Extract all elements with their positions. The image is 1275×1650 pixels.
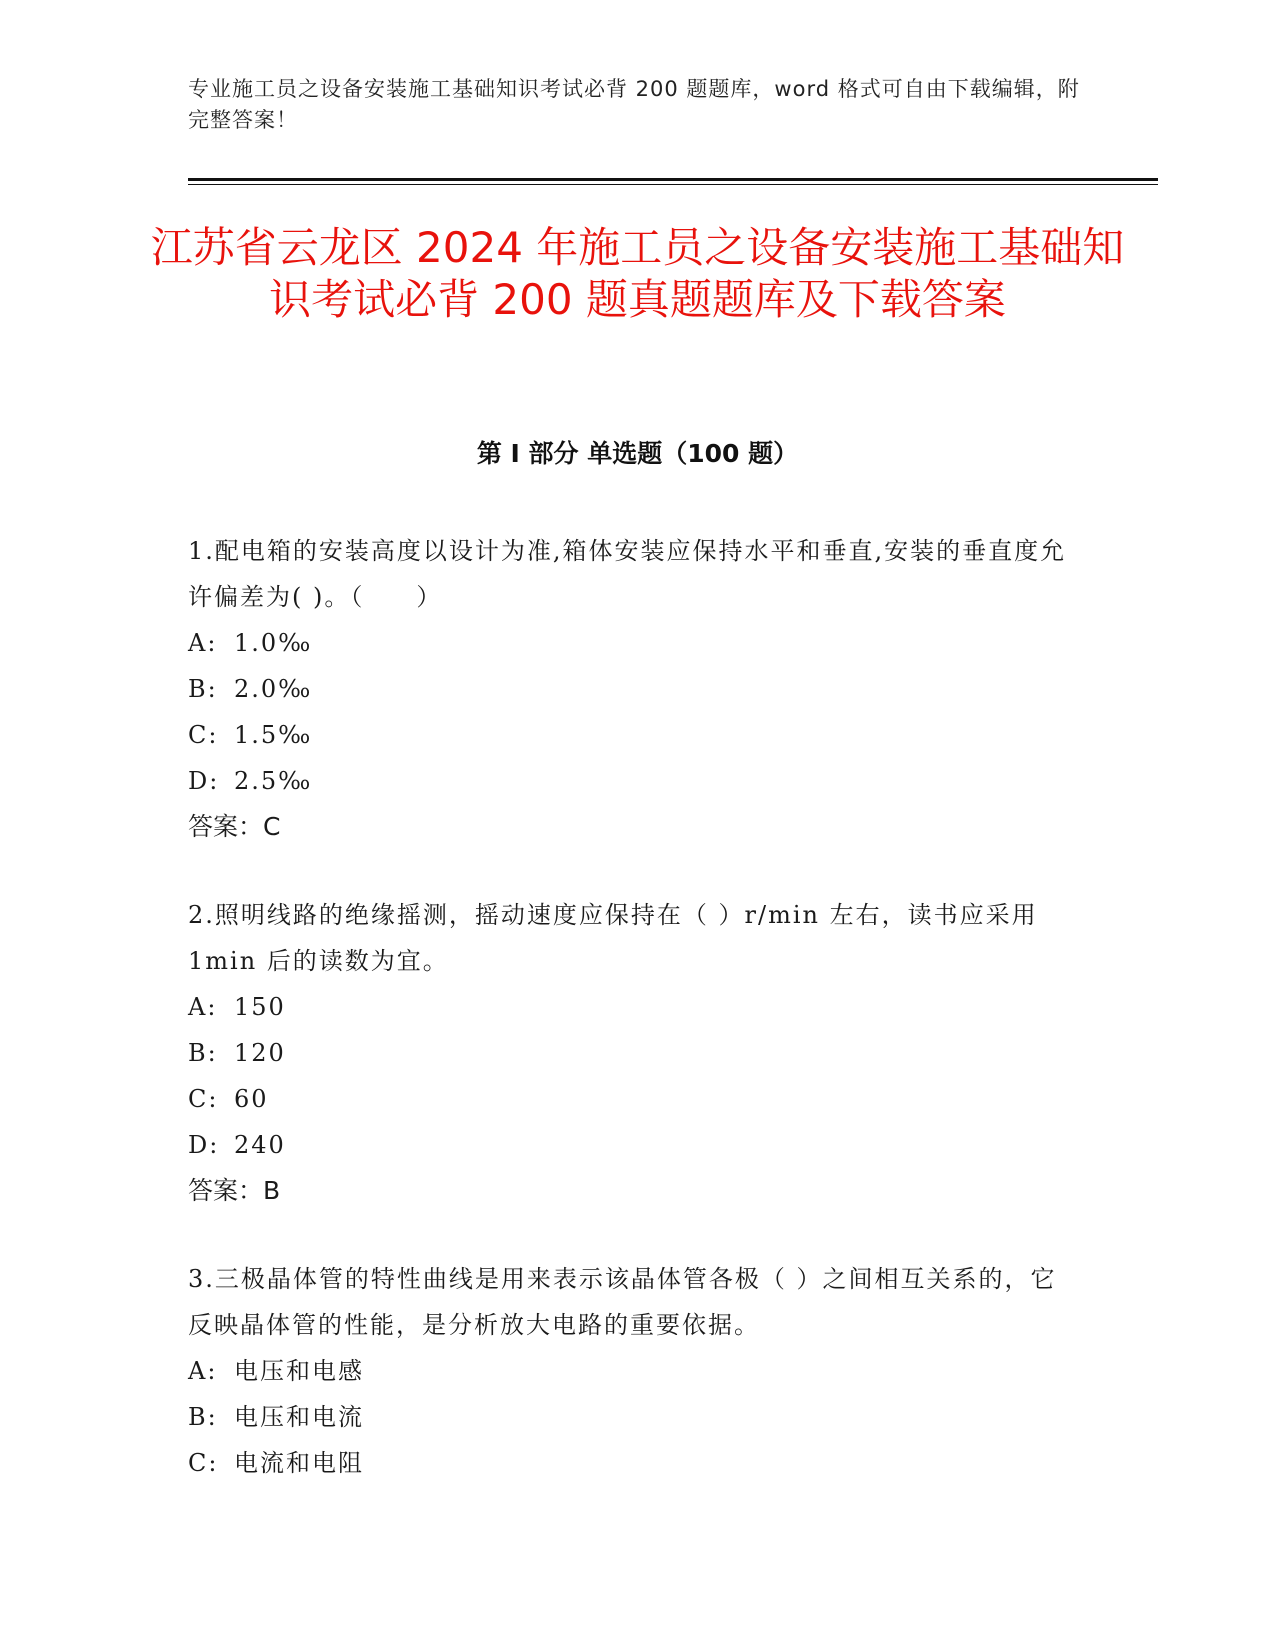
- question-text: 2.照明线路的绝缘摇测，摇动速度应保持在（ ）r/min 左右，读书应采用 1min 后的读数为宜。: [188, 901, 1038, 975]
- option-a: [188, 984, 1068, 1030]
- option-letter: B:: [188, 1039, 218, 1067]
- option-c: [188, 1440, 1068, 1486]
- question-1: [188, 528, 1068, 850]
- option-text: 1.5‰: [234, 721, 313, 749]
- option-letter: C:: [188, 721, 219, 749]
- option-text: 1.0‰: [234, 629, 313, 657]
- document-title: 江苏省云龙区 2024 年施工员之设备安装施工基础知识考试必背 200 题真题题库及下载答案: [150, 223, 1125, 324]
- option-b: [188, 666, 1068, 712]
- option-text: 电压和电感: [234, 1357, 364, 1385]
- option-c: [188, 712, 1068, 758]
- option-letter: C:: [188, 1085, 219, 1113]
- option-letter: B:: [188, 675, 218, 703]
- option-letter: D:: [188, 1131, 220, 1159]
- option-letter: A:: [188, 993, 218, 1021]
- option-b: [188, 1030, 1068, 1076]
- option-letter: B:: [188, 1403, 218, 1431]
- section-heading: 第 I 部分 单选题（100 题）: [476, 439, 799, 468]
- question-text: 3.三极晶体管的特性曲线是用来表示该晶体管各极（ ）之间相互关系的，它反映晶体管的性能，是分析放大电路的重要依据。: [188, 1265, 1057, 1339]
- question-text: 1.配电箱的安装高度以设计为准,箱体安装应保持水平和垂直,安装的垂直度允许偏差为( )。（ ）: [188, 537, 1067, 611]
- option-text: 60: [234, 1085, 269, 1113]
- option-a: [188, 620, 1068, 666]
- option-text: 150: [234, 993, 286, 1021]
- header-rule-thick: [188, 178, 1158, 181]
- option-d: [188, 1122, 1068, 1168]
- option-text: 电流和电阻: [234, 1449, 364, 1477]
- option-letter: C:: [188, 1449, 219, 1477]
- header-rule-thin: [188, 184, 1158, 185]
- option-a: [188, 1348, 1068, 1394]
- option-letter: A:: [188, 1357, 218, 1385]
- option-text: 120: [234, 1039, 286, 1067]
- option-text: 2.5‰: [234, 767, 313, 795]
- option-d: [188, 758, 1068, 804]
- option-c: [188, 1076, 1068, 1122]
- answer-line: 答案：C: [188, 812, 281, 841]
- answer-line: 答案：B: [188, 1176, 281, 1205]
- option-text: 2.0‰: [234, 675, 313, 703]
- option-text: 240: [234, 1131, 286, 1159]
- option-letter: A:: [188, 629, 218, 657]
- option-letter: D:: [188, 767, 220, 795]
- header-note: 专业施工员之设备安装施工基础知识考试必背 200 题题库，word 格式可自由下载编辑，附完整答案！: [188, 77, 1080, 132]
- option-b: [188, 1394, 1068, 1440]
- question-list: [188, 528, 1068, 1528]
- option-text: 电压和电流: [234, 1403, 364, 1431]
- question-3: [188, 1256, 1068, 1486]
- question-2: [188, 892, 1068, 1214]
